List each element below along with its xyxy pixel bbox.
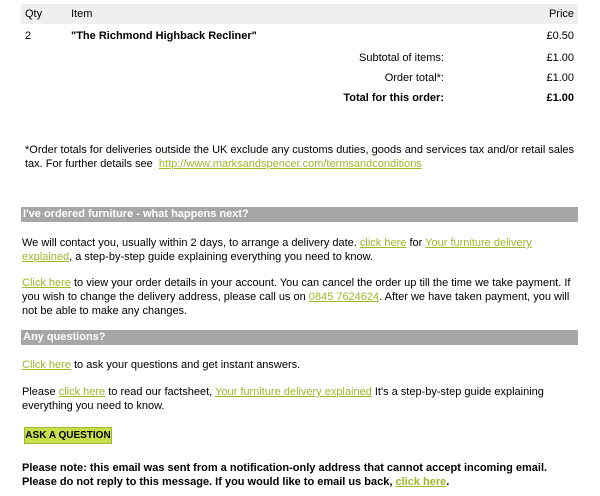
disclaimer (25, 143, 580, 171)
furniture-p1-text-c: , a step-by-step guide explaining everything you need to know. (69, 251, 374, 263)
subtotal-label: Subtotal of items: (359, 52, 444, 64)
order-total-value: £1.00 (546, 72, 574, 84)
order-total-row (21, 68, 578, 88)
factsheet-link[interactable]: click here (58, 386, 106, 398)
order-total-label: Order total*: (384, 72, 444, 84)
terms-link[interactable]: http://www.marksandspencer.com/termsandconditions (158, 158, 422, 170)
ask-question-button[interactable]: ASK A QUESTION (24, 427, 112, 444)
furniture-delivery-link-2[interactable]: Your furniture delivery explained (215, 386, 372, 398)
furniture-p1-text-a: We will contact you, usually within 2 days, to arrange a delivery date. (22, 237, 357, 249)
note-text-a: Please note: this email was sent from a notification-only address that cannot accept incoming email. Please do not reply to this message. If you would like to email us back, (22, 462, 548, 488)
furniture-para-2 (22, 276, 580, 318)
furniture-para-1 (22, 236, 580, 264)
disclaimer-text: *Order totals for deliveries outside the UK exclude any customs duties, goods and services tax and/or retail sales tax. For further details see (25, 144, 575, 170)
click-here-link[interactable]: click here (359, 237, 407, 249)
item-price: £0.50 (546, 30, 574, 42)
questions-p2-text-c: It's a step-by-step guide explaining everything you need to know. (22, 386, 544, 412)
header-item: Item (71, 8, 93, 20)
furniture-p2-text-b: . After we have taken payment, you will not be able to make any changes. (22, 291, 570, 317)
questions-p2-text-b: to read our factsheet, (108, 386, 213, 398)
order-table (21, 4, 578, 108)
header-qty: Qty (25, 8, 43, 20)
questions-p2-text-a: Please (22, 386, 56, 398)
subtotal-value: £1.00 (546, 52, 574, 64)
header-price: Price (548, 8, 574, 20)
grand-total-label: Total for this order: (343, 92, 444, 104)
item-qty: 2 (25, 30, 32, 42)
questions-para-2 (22, 385, 580, 413)
email-us-link[interactable]: click here (395, 476, 447, 488)
table-row (21, 24, 578, 48)
subtotal-row (21, 48, 578, 68)
no-reply-note (22, 461, 582, 489)
item-name: "The Richmond Highback Recliner" (71, 30, 257, 42)
questions-p1-text: to ask your questions and get instant answers. (73, 359, 301, 371)
furniture-p1-text-b: for (409, 237, 423, 249)
furniture-p2-text-a: to view your order details in your account. You can cancel the order up till the time we take payment. If you wish to change the delivery address, please call us on (22, 277, 571, 303)
questions-para-1 (22, 358, 580, 372)
furniture-section-header: I've ordered furniture - what happens next? (21, 207, 578, 222)
ask-questions-link[interactable]: Click here (22, 359, 71, 371)
questions-section-header: Any questions? (21, 330, 578, 345)
view-order-link[interactable]: Click here (22, 277, 71, 289)
furniture-delivery-link[interactable]: Your furniture delivery explained (22, 237, 532, 263)
note-text-b: . (446, 476, 450, 488)
table-header-row (21, 4, 578, 24)
grand-total-row (21, 88, 578, 108)
phone-link[interactable]: 0845 7624624 (308, 291, 380, 303)
grand-total-value: £1.00 (546, 92, 574, 104)
